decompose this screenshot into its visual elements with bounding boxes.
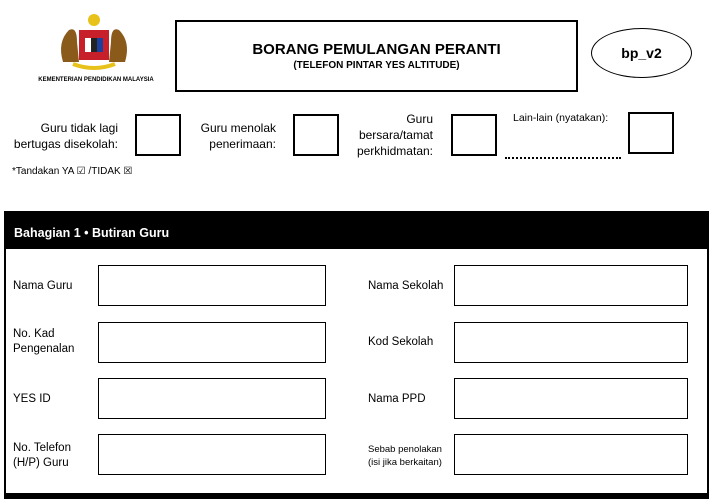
tick-instruction-note: *Tandakan YA ☑ /TIDAK ☒ [12, 166, 133, 177]
nama-ppd-field[interactable] [454, 378, 688, 419]
label-sebab-penolakan: Sebab penolakan (isi jika berkaitan) [368, 444, 442, 468]
label-no-kad-pengenalan: No. Kad Pengenalan [13, 328, 75, 355]
no-kad-pengenalan-field[interactable] [98, 322, 326, 363]
section-1-title: Bahagian 1 • Butiran Guru [6, 213, 707, 249]
form-title: BORANG PEMULANGAN PERANTI [252, 41, 501, 58]
form-subtitle: (TELEFON PINTAR YES ALTITUDE) [293, 60, 460, 71]
checkbox-retired[interactable] [451, 114, 497, 156]
ministry-name: KEMENTERIAN PENDIDIKAN MALAYSIA [38, 77, 154, 83]
sebab-penolakan-field[interactable] [454, 434, 688, 475]
label-yes-id: YES ID [13, 393, 51, 405]
label-kod-sekolah: Kod Sekolah [368, 336, 434, 348]
section-1-teacher-details [4, 211, 709, 499]
reason-label-refused: Guru menolak penerimaan: [200, 121, 276, 151]
label-nama-guru: Nama Guru [13, 280, 73, 292]
reason-label-retired: Guru bersara/tamat perkhidmatan: [356, 112, 433, 158]
label-nama-sekolah: Nama Sekolah [368, 280, 444, 292]
others-specify-line[interactable] [505, 157, 621, 159]
reason-label-not-serving: Guru tidak lagi bertugas disekolah: [13, 121, 118, 151]
checkbox-not-serving[interactable] [135, 114, 181, 156]
form-version-badge: bp_v2 [591, 28, 692, 78]
reason-label-others: Lain-lain (nyatakan): [513, 112, 609, 124]
checkbox-others[interactable] [628, 112, 674, 154]
checkbox-refused[interactable] [293, 114, 339, 156]
label-no-telefon: No. Telefon (H/P) Guru [13, 442, 71, 469]
yes-id-field[interactable] [98, 378, 326, 419]
nama-sekolah-field[interactable] [454, 265, 688, 306]
kod-sekolah-field[interactable] [454, 322, 688, 363]
no-telefon-field[interactable] [98, 434, 326, 475]
label-nama-ppd: Nama PPD [368, 393, 426, 405]
malaysia-coat-of-arms-logo [55, 12, 133, 72]
nama-guru-field[interactable] [98, 265, 326, 306]
form-title-box [175, 20, 578, 92]
